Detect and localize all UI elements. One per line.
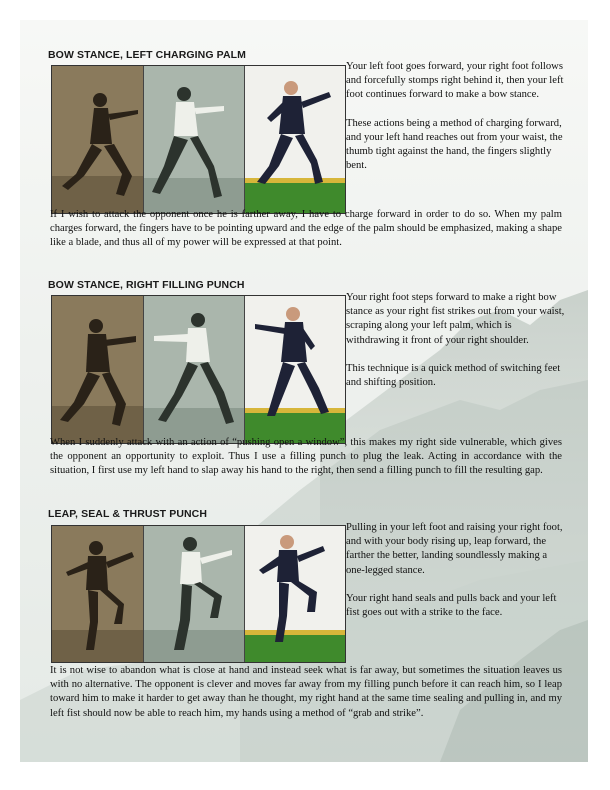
vintage-greentone-photo	[144, 526, 245, 662]
description-paragraph: Your right foot steps forward to make a right bow stance as your right fist strikes out from your waist, scraping along your left palm, which is withdrawing it front of your right shoulder.	[346, 292, 565, 346]
vintage-greentone-photo	[144, 296, 245, 443]
photo-strip	[51, 525, 346, 663]
description-paragraph: Your left foot goes forward, your right foot follows and forcefully stomps right behind it, then your left foot continues forward to make a bow stance.	[346, 61, 564, 101]
description-paragraph: These actions being a method of charging forward, and your left hand reaches out from your waist, the thumb tight against the hand, the fingers slightly bent.	[346, 117, 563, 172]
technique-description	[346, 521, 566, 634]
description-paragraph: Your right hand seals and pulls back and your left fist goes out with a strike to the face.	[346, 592, 557, 619]
photo-strip	[51, 65, 346, 214]
vintage-sepia-photo	[52, 296, 144, 443]
application-paragraph: It is not wise to abandon what is close at hand and instead seek what is far away, but sometimes the situation leaves us with no alternative. The opponent is clever and moves far away from my filling punch before it can reach him, so I leap toward him to make it harder to get away than he thought, my right hand at the same time sealing and pulling in, and my left fist should now be able to reach him, my hands using a method of “grab and strike”.	[50, 665, 562, 719]
modern-color-photo	[245, 66, 345, 213]
vintage-sepia-photo	[52, 66, 144, 213]
book-page	[20, 20, 588, 762]
section-title: LEAP, SEAL & THRUST PUNCH	[48, 508, 208, 520]
description-paragraph: Pulling in your left foot and raising your right foot, and with your body rising up, leap forward, the farther the better, landing soundlessly making a one-legged stance.	[346, 522, 563, 576]
vintage-sepia-photo	[52, 526, 144, 662]
photo-strip	[51, 295, 346, 444]
application-paragraph: If I wish to attack the opponent once he is farther away, I have to charge forward in order to do so. When my palm charges forward, the fingers have to be pointing upward and the edge of the palm should be emphasized, making a shape like a blade, and thus all of my power will be expressed at that point.	[50, 209, 562, 249]
technique-description	[346, 291, 566, 404]
section-title: BOW STANCE, RIGHT FILLING PUNCH	[48, 279, 245, 291]
application-paragraph: When I suddenly attack with an action of “pushing open a window”, this makes my right side vulnerable, which gives the opponent an opportunity to exploit. Thus I use a filling punch to plug the leak. Acting in accordance with the situation, I first use my left hand to slap away his hand to the right, then send a filling punch to fill the resulting gap.	[50, 437, 562, 477]
description-paragraph: This technique is a quick method of switching feet and shifting position.	[346, 362, 561, 389]
modern-color-photo	[245, 526, 345, 662]
section-title: BOW STANCE, LEFT CHARGING PALM	[48, 49, 247, 61]
technique-description	[346, 60, 566, 187]
modern-color-photo	[245, 296, 345, 443]
vintage-greentone-photo	[144, 66, 245, 213]
